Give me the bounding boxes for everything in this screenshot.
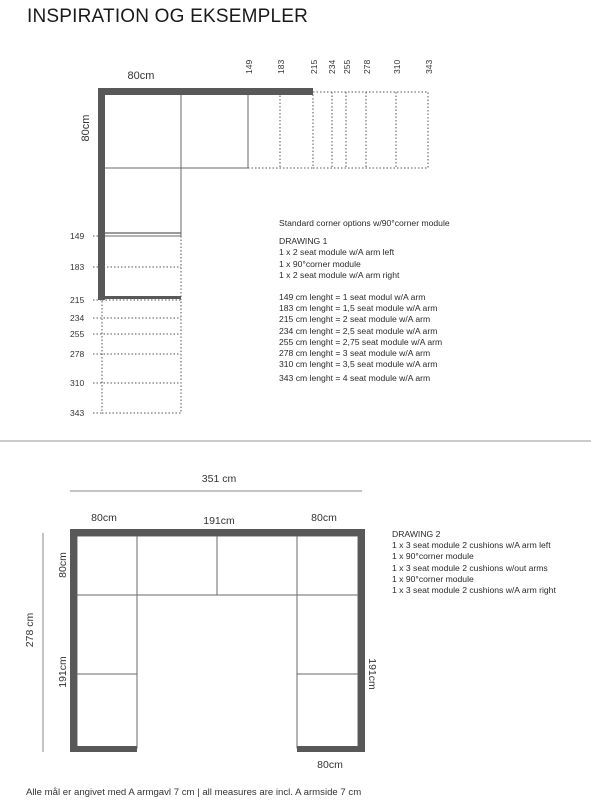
drawing1-length-row: 310 cm lenght = 3,5 seat module w/A arm	[279, 359, 438, 370]
drawing1-length-row: 343 cm lenght = 4 seat module w/A arm	[279, 373, 431, 384]
middle-width-label: 191cm	[203, 515, 235, 527]
dashed-left-extension	[102, 300, 181, 413]
drawing2-name: DRAWING 2	[392, 529, 441, 539]
dashed-top-extension	[313, 92, 428, 168]
left-tick-255: 255	[70, 329, 85, 339]
right-leg-seat-2	[297, 674, 358, 748]
top-tick-234: 234	[327, 59, 337, 74]
left-leg-seat-2	[77, 674, 137, 748]
top-seat-module	[181, 92, 248, 168]
left-tick-278: 278	[70, 349, 85, 359]
left-tick-215: 215	[70, 295, 85, 305]
drawing1-heading: Standard corner options w/90°corner module	[279, 218, 450, 228]
top-tick-343: 343	[424, 59, 434, 74]
total-width-label: 351 cm	[201, 473, 237, 485]
right-backrest	[358, 529, 365, 752]
left-tick-343: 343	[70, 408, 85, 418]
corner-height-label: 80cm	[57, 552, 69, 578]
drawing2-component: 1 x 3 seat module 2 cushions w/out arms	[392, 562, 548, 573]
left-height-label: 80cm	[80, 114, 92, 142]
drawing2-component: 1 x 3 seat module 2 cushions w/A arm left	[392, 540, 551, 551]
drawing1-component: 1 x 2 seat module w/A arm right	[279, 269, 400, 280]
left-leg-height-label: 191cm	[57, 656, 69, 688]
left-tick-234: 234	[70, 313, 85, 323]
right-corner-module	[297, 536, 358, 595]
drawing1-length-row: 149 cm lenght = 1 seat modul w/A arm	[279, 292, 426, 303]
drawing1-length-row: 215 cm lenght = 2 seat module w/A arm	[279, 314, 431, 325]
page-title: INSPIRATION OG EKSEMPLER	[27, 6, 309, 27]
top-tick-278: 278	[362, 59, 372, 74]
right-module-width-label: 80cm	[311, 512, 337, 524]
top-tick-255: 255	[342, 59, 352, 74]
drawing2-info	[392, 529, 556, 596]
back-backrest	[70, 529, 365, 536]
right-arm	[297, 746, 365, 752]
middle-seat-right	[217, 536, 297, 595]
drawing1-length-row: 278 cm lenght = 3 seat module w/A arm	[279, 348, 431, 359]
top-tick-215: 215	[309, 59, 319, 74]
top-length-lines	[248, 92, 396, 168]
left-backrest	[70, 529, 77, 752]
left-tick-149: 149	[70, 231, 85, 241]
left-module-width-label: 80cm	[91, 512, 117, 524]
drawing1-modules	[102, 92, 248, 236]
right-leg-seat-1	[297, 595, 358, 674]
drawing1-info	[279, 218, 450, 385]
drawing2-component: 1 x 3 seat module 2 cushions w/A arm right	[392, 585, 556, 596]
left-leg-seat-1	[77, 595, 137, 674]
drawing1-length-row: 183 cm lenght = 1,5 seat module w/A arm	[279, 303, 438, 314]
drawing1-component: 1 x 2 seat module w/A arm left	[279, 247, 395, 258]
top-backrest	[98, 88, 313, 95]
left-backrest	[98, 88, 105, 300]
drawing2-component: 1 x 90°corner module	[392, 551, 474, 562]
top-tick-183: 183	[276, 59, 286, 74]
top-tick-labels	[244, 60, 434, 74]
middle-seat-left	[137, 536, 217, 595]
corner-module	[102, 92, 181, 168]
left-tick-183: 183	[70, 262, 85, 272]
drawing-2	[24, 473, 378, 771]
top-tick-149: 149	[244, 59, 254, 74]
drawing2-component: 1 x 90°corner module	[392, 573, 474, 584]
footer-note: Alle mål er angivet med A armgavl 7 cm | all measures are incl. A armside 7 cm	[26, 787, 362, 798]
bottom-width-label: 80cm	[317, 759, 343, 771]
left-length-lines	[93, 236, 181, 413]
left-tick-labels	[70, 231, 84, 418]
left-seat-module	[102, 168, 181, 236]
right-leg-height-label: 191cm	[366, 658, 378, 690]
drawing1-length-row: 255 cm lenght = 2,75 seat module w/A arm	[279, 336, 443, 347]
top-tick-310: 310	[392, 59, 402, 74]
drawing1-component: 1 x 90°corner module	[279, 258, 361, 269]
drawing2-modules	[77, 536, 358, 748]
total-height-label: 278 cm	[24, 612, 36, 648]
left-tick-310: 310	[70, 378, 85, 388]
drawing1-length-row: 234 cm lenght = 2,5 seat module w/A arm	[279, 325, 438, 336]
left-corner-module	[77, 536, 137, 595]
drawing1-name: DRAWING 1	[279, 236, 328, 247]
left-arm	[70, 746, 137, 752]
top-width-label: 80cm	[127, 70, 155, 82]
